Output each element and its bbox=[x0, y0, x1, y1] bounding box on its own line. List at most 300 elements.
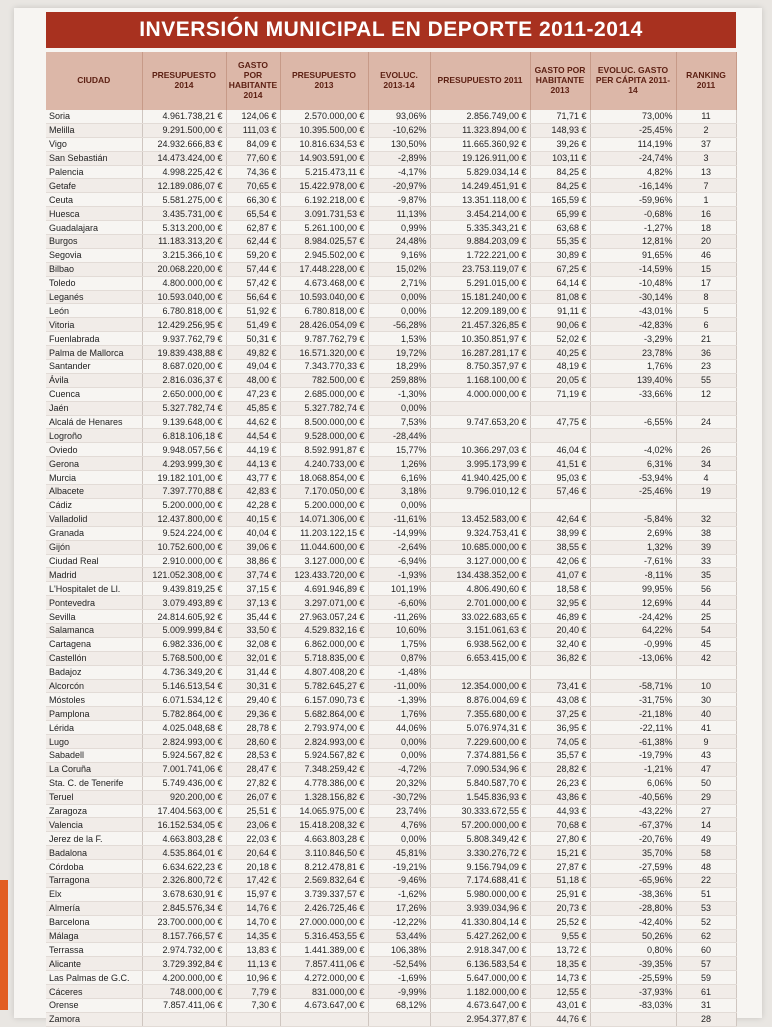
cell-presupuesto-2011: 13.452.583,00 € bbox=[430, 512, 530, 526]
cell-gasto-habitante-2014: 56,64 € bbox=[226, 290, 280, 304]
cell-gasto-habitante-2013: 26,23 € bbox=[530, 776, 590, 790]
cell-presupuesto-2013 bbox=[280, 1012, 368, 1026]
cell-presupuesto-2013: 2.685.000,00 € bbox=[280, 387, 368, 401]
cell-gasto-habitante-2014: 124,06 € bbox=[226, 110, 280, 123]
cell-city: Zaragoza bbox=[46, 804, 142, 818]
cell-presupuesto-2011: 19.126.911,00 € bbox=[430, 151, 530, 165]
cell-ranking-2011: 1 bbox=[676, 193, 736, 207]
cell-gasto-habitante-2013: 55,35 € bbox=[530, 235, 590, 249]
cell-presupuesto-2013: 2.824.993,00 € bbox=[280, 735, 368, 749]
cell-gasto-habitante-2013: 25,52 € bbox=[530, 915, 590, 929]
cell-evoluc-2013-14: 53,44% bbox=[368, 929, 430, 943]
cell-presupuesto-2013: 4.691.946,89 € bbox=[280, 582, 368, 596]
cell-gasto-habitante-2014: 44,54 € bbox=[226, 429, 280, 443]
cell-evoluc-2013-14: -9,46% bbox=[368, 873, 430, 887]
table-row bbox=[46, 693, 736, 707]
cell-presupuesto-2013: 8.592.991,87 € bbox=[280, 443, 368, 457]
cell-evoluc-2013-14: -14,99% bbox=[368, 526, 430, 540]
cell-presupuesto-2013: 4.673.647,00 € bbox=[280, 999, 368, 1013]
cell-presupuesto-2013: 3.127.000,00 € bbox=[280, 554, 368, 568]
page-edge-mark bbox=[0, 880, 8, 1010]
cell-presupuesto-2014: 20.068.220,00 € bbox=[142, 262, 226, 276]
cell-presupuesto-2014: 12.429.256,95 € bbox=[142, 318, 226, 332]
cell-presupuesto-2011: 30.333.672,55 € bbox=[430, 804, 530, 818]
cell-ranking-2011: 25 bbox=[676, 610, 736, 624]
cell-ranking-2011: 59 bbox=[676, 971, 736, 985]
cell-evoluc-gasto-per-capita: 50,26% bbox=[590, 929, 676, 943]
cell-presupuesto-2014: 4.800.000,00 € bbox=[142, 276, 226, 290]
cell-ranking-2011 bbox=[676, 401, 736, 415]
cell-evoluc-2013-14: -4,72% bbox=[368, 762, 430, 776]
cell-evoluc-gasto-per-capita bbox=[590, 1012, 676, 1026]
cell-gasto-habitante-2013: 165,59 € bbox=[530, 193, 590, 207]
cell-city: Leganés bbox=[46, 290, 142, 304]
cell-city: Pamplona bbox=[46, 707, 142, 721]
cell-city: Badalona bbox=[46, 846, 142, 860]
cell-presupuesto-2013: 5.682.864,00 € bbox=[280, 707, 368, 721]
cell-presupuesto-2014: 2.845.576,34 € bbox=[142, 901, 226, 915]
cell-gasto-habitante-2014: 45,85 € bbox=[226, 401, 280, 415]
cell-evoluc-2013-14: 2,71% bbox=[368, 276, 430, 290]
cell-presupuesto-2014: 19.182.101,00 € bbox=[142, 471, 226, 485]
cell-evoluc-2013-14: -6,60% bbox=[368, 596, 430, 610]
cell-city: Logroño bbox=[46, 429, 142, 443]
cell-gasto-habitante-2013: 52,02 € bbox=[530, 332, 590, 346]
cell-presupuesto-2014: 6.634.622,23 € bbox=[142, 860, 226, 874]
cell-presupuesto-2011: 5.291.015,00 € bbox=[430, 276, 530, 290]
cell-gasto-habitante-2013: 63,68 € bbox=[530, 221, 590, 235]
cell-ranking-2011: 2 bbox=[676, 123, 736, 137]
cell-evoluc-gasto-per-capita: 2,69% bbox=[590, 526, 676, 540]
table-row bbox=[46, 985, 736, 999]
cell-presupuesto-2011: 6.653.415,00 € bbox=[430, 651, 530, 665]
cell-presupuesto-2011: 3.454.214,00 € bbox=[430, 207, 530, 221]
table-row bbox=[46, 929, 736, 943]
cell-presupuesto-2014: 24.932.666,83 € bbox=[142, 137, 226, 151]
cell-evoluc-2013-14: 0,99% bbox=[368, 221, 430, 235]
cell-presupuesto-2014: 9.291.500,00 € bbox=[142, 123, 226, 137]
cell-evoluc-gasto-per-capita: -27,59% bbox=[590, 860, 676, 874]
cell-presupuesto-2014: 19.839.438,88 € bbox=[142, 346, 226, 360]
cell-presupuesto-2011: 33.022.683,65 € bbox=[430, 610, 530, 624]
cell-gasto-habitante-2013: 71,71 € bbox=[530, 110, 590, 123]
table-row bbox=[46, 373, 736, 387]
cell-gasto-habitante-2013: 38,55 € bbox=[530, 540, 590, 554]
cell-evoluc-2013-14: -56,28% bbox=[368, 318, 430, 332]
cell-presupuesto-2014: 23.700.000,00 € bbox=[142, 915, 226, 929]
cell-presupuesto-2011: 5.076.974,31 € bbox=[430, 721, 530, 735]
cell-presupuesto-2013: 831.000,00 € bbox=[280, 985, 368, 999]
cell-city: Córdoba bbox=[46, 860, 142, 874]
cell-evoluc-gasto-per-capita: -16,14% bbox=[590, 179, 676, 193]
cell-presupuesto-2014: 16.152.534,05 € bbox=[142, 818, 226, 832]
cell-presupuesto-2014: 920.200,00 € bbox=[142, 790, 226, 804]
cell-presupuesto-2011: 23.753.119,07 € bbox=[430, 262, 530, 276]
cell-presupuesto-2013: 4.673.468,00 € bbox=[280, 276, 368, 290]
cell-presupuesto-2011: 11.665.360,92 € bbox=[430, 137, 530, 151]
cell-city: Badajoz bbox=[46, 665, 142, 679]
cell-presupuesto-2013: 5.782.645,27 € bbox=[280, 679, 368, 693]
cell-ranking-2011: 23 bbox=[676, 360, 736, 374]
cell-city: Segovia bbox=[46, 248, 142, 262]
cell-presupuesto-2011: 2.701.000,00 € bbox=[430, 596, 530, 610]
cell-ranking-2011: 55 bbox=[676, 373, 736, 387]
cell-presupuesto-2014: 10.593.040,00 € bbox=[142, 290, 226, 304]
cell-city: Burgos bbox=[46, 235, 142, 249]
cell-city: Almería bbox=[46, 901, 142, 915]
cell-ranking-2011: 22 bbox=[676, 873, 736, 887]
cell-gasto-habitante-2014: 51,92 € bbox=[226, 304, 280, 318]
table-row bbox=[46, 179, 736, 193]
cell-presupuesto-2011: 10.350.851,97 € bbox=[430, 332, 530, 346]
cell-gasto-habitante-2013: 90,06 € bbox=[530, 318, 590, 332]
header-evoluc-2013-14: EVOLUC. 2013-14 bbox=[368, 52, 430, 110]
cell-presupuesto-2014: 7.857.411,06 € bbox=[142, 999, 226, 1013]
table-row bbox=[46, 554, 736, 568]
table-row bbox=[46, 860, 736, 874]
cell-presupuesto-2011: 3.995.173,99 € bbox=[430, 457, 530, 471]
cell-evoluc-gasto-per-capita: -25,59% bbox=[590, 971, 676, 985]
cell-evoluc-2013-14: 15,77% bbox=[368, 443, 430, 457]
cell-evoluc-gasto-per-capita: 1,32% bbox=[590, 540, 676, 554]
cell-gasto-habitante-2014: 44,13 € bbox=[226, 457, 280, 471]
cell-presupuesto-2011: 5.840.587,70 € bbox=[430, 776, 530, 790]
cell-evoluc-gasto-per-capita: -33,66% bbox=[590, 387, 676, 401]
cell-ranking-2011: 53 bbox=[676, 901, 736, 915]
cell-ranking-2011: 60 bbox=[676, 943, 736, 957]
cell-presupuesto-2013: 14.065.975,00 € bbox=[280, 804, 368, 818]
table-row bbox=[46, 248, 736, 262]
cell-gasto-habitante-2013: 73,41 € bbox=[530, 679, 590, 693]
cell-gasto-habitante-2013: 65,99 € bbox=[530, 207, 590, 221]
cell-gasto-habitante-2013: 12,55 € bbox=[530, 985, 590, 999]
cell-presupuesto-2011: 8.750.357,97 € bbox=[430, 360, 530, 374]
cell-presupuesto-2014: 5.749.436,00 € bbox=[142, 776, 226, 790]
cell-gasto-habitante-2014: 39,06 € bbox=[226, 540, 280, 554]
cell-presupuesto-2011: 4.806.490,60 € bbox=[430, 582, 530, 596]
cell-gasto-habitante-2013: 32,95 € bbox=[530, 596, 590, 610]
cell-city: Cáceres bbox=[46, 985, 142, 999]
table-row bbox=[46, 193, 736, 207]
cell-presupuesto-2013: 3.110.846,50 € bbox=[280, 846, 368, 860]
cell-presupuesto-2011: 5.980.000,00 € bbox=[430, 887, 530, 901]
cell-evoluc-gasto-per-capita: 91,65% bbox=[590, 248, 676, 262]
cell-city: Lérida bbox=[46, 721, 142, 735]
header-presupuesto-2014: PRESUPUESTO 2014 bbox=[142, 52, 226, 110]
cell-evoluc-2013-14: 106,38% bbox=[368, 943, 430, 957]
cell-presupuesto-2011: 10.366.297,03 € bbox=[430, 443, 530, 457]
cell-presupuesto-2011: 6.938.562,00 € bbox=[430, 637, 530, 651]
cell-presupuesto-2013: 7.857.411,06 € bbox=[280, 957, 368, 971]
cell-ranking-2011: 35 bbox=[676, 568, 736, 582]
cell-presupuesto-2014: 24.814.605,92 € bbox=[142, 610, 226, 624]
cell-ranking-2011: 6 bbox=[676, 318, 736, 332]
cell-ranking-2011: 16 bbox=[676, 207, 736, 221]
cell-ranking-2011: 14 bbox=[676, 818, 736, 832]
investment-table-container bbox=[46, 52, 736, 1027]
cell-ranking-2011: 26 bbox=[676, 443, 736, 457]
cell-presupuesto-2014: 5.200.000,00 € bbox=[142, 498, 226, 512]
cell-evoluc-2013-14: -1,69% bbox=[368, 971, 430, 985]
cell-gasto-habitante-2014: 59,20 € bbox=[226, 248, 280, 262]
cell-city: Ciudad Real bbox=[46, 554, 142, 568]
table-row bbox=[46, 1012, 736, 1026]
cell-evoluc-gasto-per-capita: -58,71% bbox=[590, 679, 676, 693]
header-gasto-habitante-2013: GASTO POR HABITANTE 2013 bbox=[530, 52, 590, 110]
cell-gasto-habitante-2014: 27,82 € bbox=[226, 776, 280, 790]
cell-ranking-2011: 51 bbox=[676, 887, 736, 901]
cell-evoluc-2013-14: -20,97% bbox=[368, 179, 430, 193]
cell-gasto-habitante-2013: 32,40 € bbox=[530, 637, 590, 651]
cell-evoluc-2013-14: -2,89% bbox=[368, 151, 430, 165]
cell-presupuesto-2011: 15.181.240,00 € bbox=[430, 290, 530, 304]
cell-ranking-2011: 48 bbox=[676, 860, 736, 874]
table-row bbox=[46, 873, 736, 887]
cell-gasto-habitante-2013: 30,89 € bbox=[530, 248, 590, 262]
cell-evoluc-gasto-per-capita: -67,37% bbox=[590, 818, 676, 832]
cell-presupuesto-2013: 10.395.500,00 € bbox=[280, 123, 368, 137]
cell-presupuesto-2014: 2.816.036,37 € bbox=[142, 373, 226, 387]
cell-ranking-2011: 4 bbox=[676, 471, 736, 485]
cell-evoluc-gasto-per-capita: -31,75% bbox=[590, 693, 676, 707]
cell-gasto-habitante-2013: 35,57 € bbox=[530, 748, 590, 762]
cell-city: Zamora bbox=[46, 1012, 142, 1026]
cell-presupuesto-2014: 4.961.738,21 € bbox=[142, 110, 226, 123]
cell-gasto-habitante-2013: 41,51 € bbox=[530, 457, 590, 471]
cell-gasto-habitante-2014: 10,96 € bbox=[226, 971, 280, 985]
header-presupuesto-2013: PRESUPUESTO 2013 bbox=[280, 52, 368, 110]
cell-evoluc-gasto-per-capita: 4,82% bbox=[590, 165, 676, 179]
cell-gasto-habitante-2014: 26,07 € bbox=[226, 790, 280, 804]
cell-evoluc-2013-14: -1,48% bbox=[368, 665, 430, 679]
cell-presupuesto-2013: 782.500,00 € bbox=[280, 373, 368, 387]
table-row bbox=[46, 207, 736, 221]
cell-evoluc-gasto-per-capita: -3,29% bbox=[590, 332, 676, 346]
cell-presupuesto-2013: 2.570.000,00 € bbox=[280, 110, 368, 123]
cell-presupuesto-2011: 5.335.343,21 € bbox=[430, 221, 530, 235]
cell-presupuesto-2014: 12.437.800,00 € bbox=[142, 512, 226, 526]
cell-gasto-habitante-2013: 81,08 € bbox=[530, 290, 590, 304]
cell-city: La Coruña bbox=[46, 762, 142, 776]
cell-gasto-habitante-2014: 37,74 € bbox=[226, 568, 280, 582]
cell-gasto-habitante-2013: 42,64 € bbox=[530, 512, 590, 526]
cell-presupuesto-2014: 6.818.106,18 € bbox=[142, 429, 226, 443]
cell-gasto-habitante-2014: 31,44 € bbox=[226, 665, 280, 679]
cell-city: Castellón bbox=[46, 651, 142, 665]
cell-presupuesto-2011 bbox=[430, 498, 530, 512]
cell-evoluc-2013-14: -28,44% bbox=[368, 429, 430, 443]
cell-city: Sevilla bbox=[46, 610, 142, 624]
cell-presupuesto-2014: 6.780.818,00 € bbox=[142, 304, 226, 318]
cell-gasto-habitante-2013: 84,25 € bbox=[530, 179, 590, 193]
table-header-row bbox=[46, 52, 736, 110]
cell-city: Bilbao bbox=[46, 262, 142, 276]
cell-gasto-habitante-2014: 28,53 € bbox=[226, 748, 280, 762]
cell-presupuesto-2014: 6.071.534,12 € bbox=[142, 693, 226, 707]
cell-city: Tarragona bbox=[46, 873, 142, 887]
cell-presupuesto-2014: 5.327.782,74 € bbox=[142, 401, 226, 415]
cell-gasto-habitante-2013: 28,82 € bbox=[530, 762, 590, 776]
cell-gasto-habitante-2014: 47,23 € bbox=[226, 387, 280, 401]
cell-city: Alcorcón bbox=[46, 679, 142, 693]
cell-presupuesto-2011: 3.330.276,72 € bbox=[430, 846, 530, 860]
cell-gasto-habitante-2014: 29,36 € bbox=[226, 707, 280, 721]
cell-evoluc-2013-14: -1,93% bbox=[368, 568, 430, 582]
cell-gasto-habitante-2014: 35,44 € bbox=[226, 610, 280, 624]
cell-city: Getafe bbox=[46, 179, 142, 193]
cell-presupuesto-2011: 6.136.583,54 € bbox=[430, 957, 530, 971]
cell-evoluc-2013-14: 1,76% bbox=[368, 707, 430, 721]
cell-ranking-2011: 8 bbox=[676, 290, 736, 304]
cell-evoluc-2013-14: -2,64% bbox=[368, 540, 430, 554]
cell-evoluc-gasto-per-capita bbox=[590, 429, 676, 443]
cell-evoluc-gasto-per-capita: 0,80% bbox=[590, 943, 676, 957]
cell-evoluc-2013-14: -1,62% bbox=[368, 887, 430, 901]
cell-evoluc-2013-14: 18,29% bbox=[368, 360, 430, 374]
cell-evoluc-2013-14: -12,22% bbox=[368, 915, 430, 929]
cell-presupuesto-2013: 3.297.071,00 € bbox=[280, 596, 368, 610]
cell-presupuesto-2011 bbox=[430, 429, 530, 443]
cell-city: Huesca bbox=[46, 207, 142, 221]
table-row bbox=[46, 915, 736, 929]
table-row bbox=[46, 610, 736, 624]
cell-gasto-habitante-2013: 40,25 € bbox=[530, 346, 590, 360]
table-row bbox=[46, 221, 736, 235]
cell-city: Jaén bbox=[46, 401, 142, 415]
table-row bbox=[46, 971, 736, 985]
cell-presupuesto-2013: 9.528.000,00 € bbox=[280, 429, 368, 443]
cell-presupuesto-2014: 2.910.000,00 € bbox=[142, 554, 226, 568]
cell-gasto-habitante-2014: 57,42 € bbox=[226, 276, 280, 290]
cell-evoluc-gasto-per-capita: 73,00% bbox=[590, 110, 676, 123]
cell-evoluc-gasto-per-capita: -59,96% bbox=[590, 193, 676, 207]
table-row bbox=[46, 387, 736, 401]
cell-presupuesto-2011: 134.438.352,00 € bbox=[430, 568, 530, 582]
cell-presupuesto-2014: 8.687.020,00 € bbox=[142, 360, 226, 374]
cell-presupuesto-2014: 3.729.392,84 € bbox=[142, 957, 226, 971]
cell-presupuesto-2013: 3.739.337,57 € bbox=[280, 887, 368, 901]
table-row bbox=[46, 748, 736, 762]
cell-presupuesto-2014: 14.473.424,00 € bbox=[142, 151, 226, 165]
cell-presupuesto-2013: 5.200.000,00 € bbox=[280, 498, 368, 512]
cell-gasto-habitante-2013: 38,99 € bbox=[530, 526, 590, 540]
cell-city: Las Palmas de G.C. bbox=[46, 971, 142, 985]
cell-city: Cuenca bbox=[46, 387, 142, 401]
cell-ranking-2011: 61 bbox=[676, 985, 736, 999]
cell-evoluc-gasto-per-capita: 64,22% bbox=[590, 623, 676, 637]
cell-gasto-habitante-2013: 43,86 € bbox=[530, 790, 590, 804]
header-gasto-habitante-2014: GASTO POR HABITANTE 2014 bbox=[226, 52, 280, 110]
cell-city: Murcia bbox=[46, 471, 142, 485]
cell-presupuesto-2011: 3.127.000,00 € bbox=[430, 554, 530, 568]
cell-city: Granada bbox=[46, 526, 142, 540]
cell-gasto-habitante-2014: 23,06 € bbox=[226, 818, 280, 832]
cell-gasto-habitante-2014: 33,50 € bbox=[226, 623, 280, 637]
table-row bbox=[46, 360, 736, 374]
cell-evoluc-2013-14: 0,00% bbox=[368, 401, 430, 415]
cell-gasto-habitante-2014: 84,09 € bbox=[226, 137, 280, 151]
cell-gasto-habitante-2013: 37,25 € bbox=[530, 707, 590, 721]
cell-gasto-habitante-2014: 30,31 € bbox=[226, 679, 280, 693]
cell-presupuesto-2013: 4.529.832,16 € bbox=[280, 623, 368, 637]
cell-gasto-habitante-2014: 7,79 € bbox=[226, 985, 280, 999]
cell-presupuesto-2011: 7.229.600,00 € bbox=[430, 735, 530, 749]
cell-evoluc-2013-14: 6,16% bbox=[368, 471, 430, 485]
cell-gasto-habitante-2014: 49,82 € bbox=[226, 346, 280, 360]
cell-evoluc-2013-14: 68,12% bbox=[368, 999, 430, 1013]
cell-gasto-habitante-2013: 36,82 € bbox=[530, 651, 590, 665]
cell-evoluc-gasto-per-capita: -0,99% bbox=[590, 637, 676, 651]
cell-city: Vigo bbox=[46, 137, 142, 151]
cell-ranking-2011: 46 bbox=[676, 248, 736, 262]
cell-evoluc-gasto-per-capita: 1,76% bbox=[590, 360, 676, 374]
cell-evoluc-2013-14: 3,18% bbox=[368, 485, 430, 499]
cell-gasto-habitante-2014: 66,30 € bbox=[226, 193, 280, 207]
cell-presupuesto-2014: 9.139.648,00 € bbox=[142, 415, 226, 429]
cell-gasto-habitante-2014: 70,65 € bbox=[226, 179, 280, 193]
cell-evoluc-gasto-per-capita bbox=[590, 498, 676, 512]
cell-city: Orense bbox=[46, 999, 142, 1013]
table-row bbox=[46, 304, 736, 318]
cell-city: Ávila bbox=[46, 373, 142, 387]
cell-gasto-habitante-2014: 40,15 € bbox=[226, 512, 280, 526]
cell-ranking-2011: 43 bbox=[676, 748, 736, 762]
cell-city: Alicante bbox=[46, 957, 142, 971]
table-row bbox=[46, 790, 736, 804]
cell-presupuesto-2013: 4.807.408,20 € bbox=[280, 665, 368, 679]
cell-gasto-habitante-2013: 36,95 € bbox=[530, 721, 590, 735]
table-row bbox=[46, 901, 736, 915]
cell-gasto-habitante-2014: 20,18 € bbox=[226, 860, 280, 874]
cell-presupuesto-2014: 5.768.500,00 € bbox=[142, 651, 226, 665]
cell-evoluc-2013-14: 0,00% bbox=[368, 290, 430, 304]
cell-presupuesto-2011: 21.457.326,85 € bbox=[430, 318, 530, 332]
cell-city: Málaga bbox=[46, 929, 142, 943]
cell-presupuesto-2014: 4.025.048,68 € bbox=[142, 721, 226, 735]
cell-gasto-habitante-2013: 14,73 € bbox=[530, 971, 590, 985]
cell-ranking-2011: 40 bbox=[676, 707, 736, 721]
cell-gasto-habitante-2013: 13,72 € bbox=[530, 943, 590, 957]
investment-table bbox=[46, 52, 737, 1027]
cell-evoluc-2013-14: 0,00% bbox=[368, 748, 430, 762]
cell-city: San Sebastián bbox=[46, 151, 142, 165]
cell-city: Jerez de la F. bbox=[46, 832, 142, 846]
cell-evoluc-2013-14: -19,21% bbox=[368, 860, 430, 874]
cell-city: Móstoles bbox=[46, 693, 142, 707]
cell-presupuesto-2014: 3.079.493,89 € bbox=[142, 596, 226, 610]
cell-evoluc-2013-14: 15,02% bbox=[368, 262, 430, 276]
cell-city: Gijón bbox=[46, 540, 142, 554]
cell-ranking-2011: 29 bbox=[676, 790, 736, 804]
cell-gasto-habitante-2014: 77,60 € bbox=[226, 151, 280, 165]
table-row bbox=[46, 457, 736, 471]
cell-city: Cádiz bbox=[46, 498, 142, 512]
cell-presupuesto-2011: 2.918.347,00 € bbox=[430, 943, 530, 957]
cell-presupuesto-2013: 4.272.000,00 € bbox=[280, 971, 368, 985]
cell-evoluc-gasto-per-capita: -10,48% bbox=[590, 276, 676, 290]
table-row bbox=[46, 498, 736, 512]
cell-ranking-2011 bbox=[676, 429, 736, 443]
cell-gasto-habitante-2014: 20,64 € bbox=[226, 846, 280, 860]
cell-city: Guadalajara bbox=[46, 221, 142, 235]
cell-evoluc-2013-14: 7,53% bbox=[368, 415, 430, 429]
cell-city: Barcelona bbox=[46, 915, 142, 929]
cell-presupuesto-2013: 10.816.634,53 € bbox=[280, 137, 368, 151]
table-row bbox=[46, 762, 736, 776]
table-row bbox=[46, 318, 736, 332]
cell-presupuesto-2014: 6.982.336,00 € bbox=[142, 637, 226, 651]
cell-evoluc-gasto-per-capita: -21,18% bbox=[590, 707, 676, 721]
